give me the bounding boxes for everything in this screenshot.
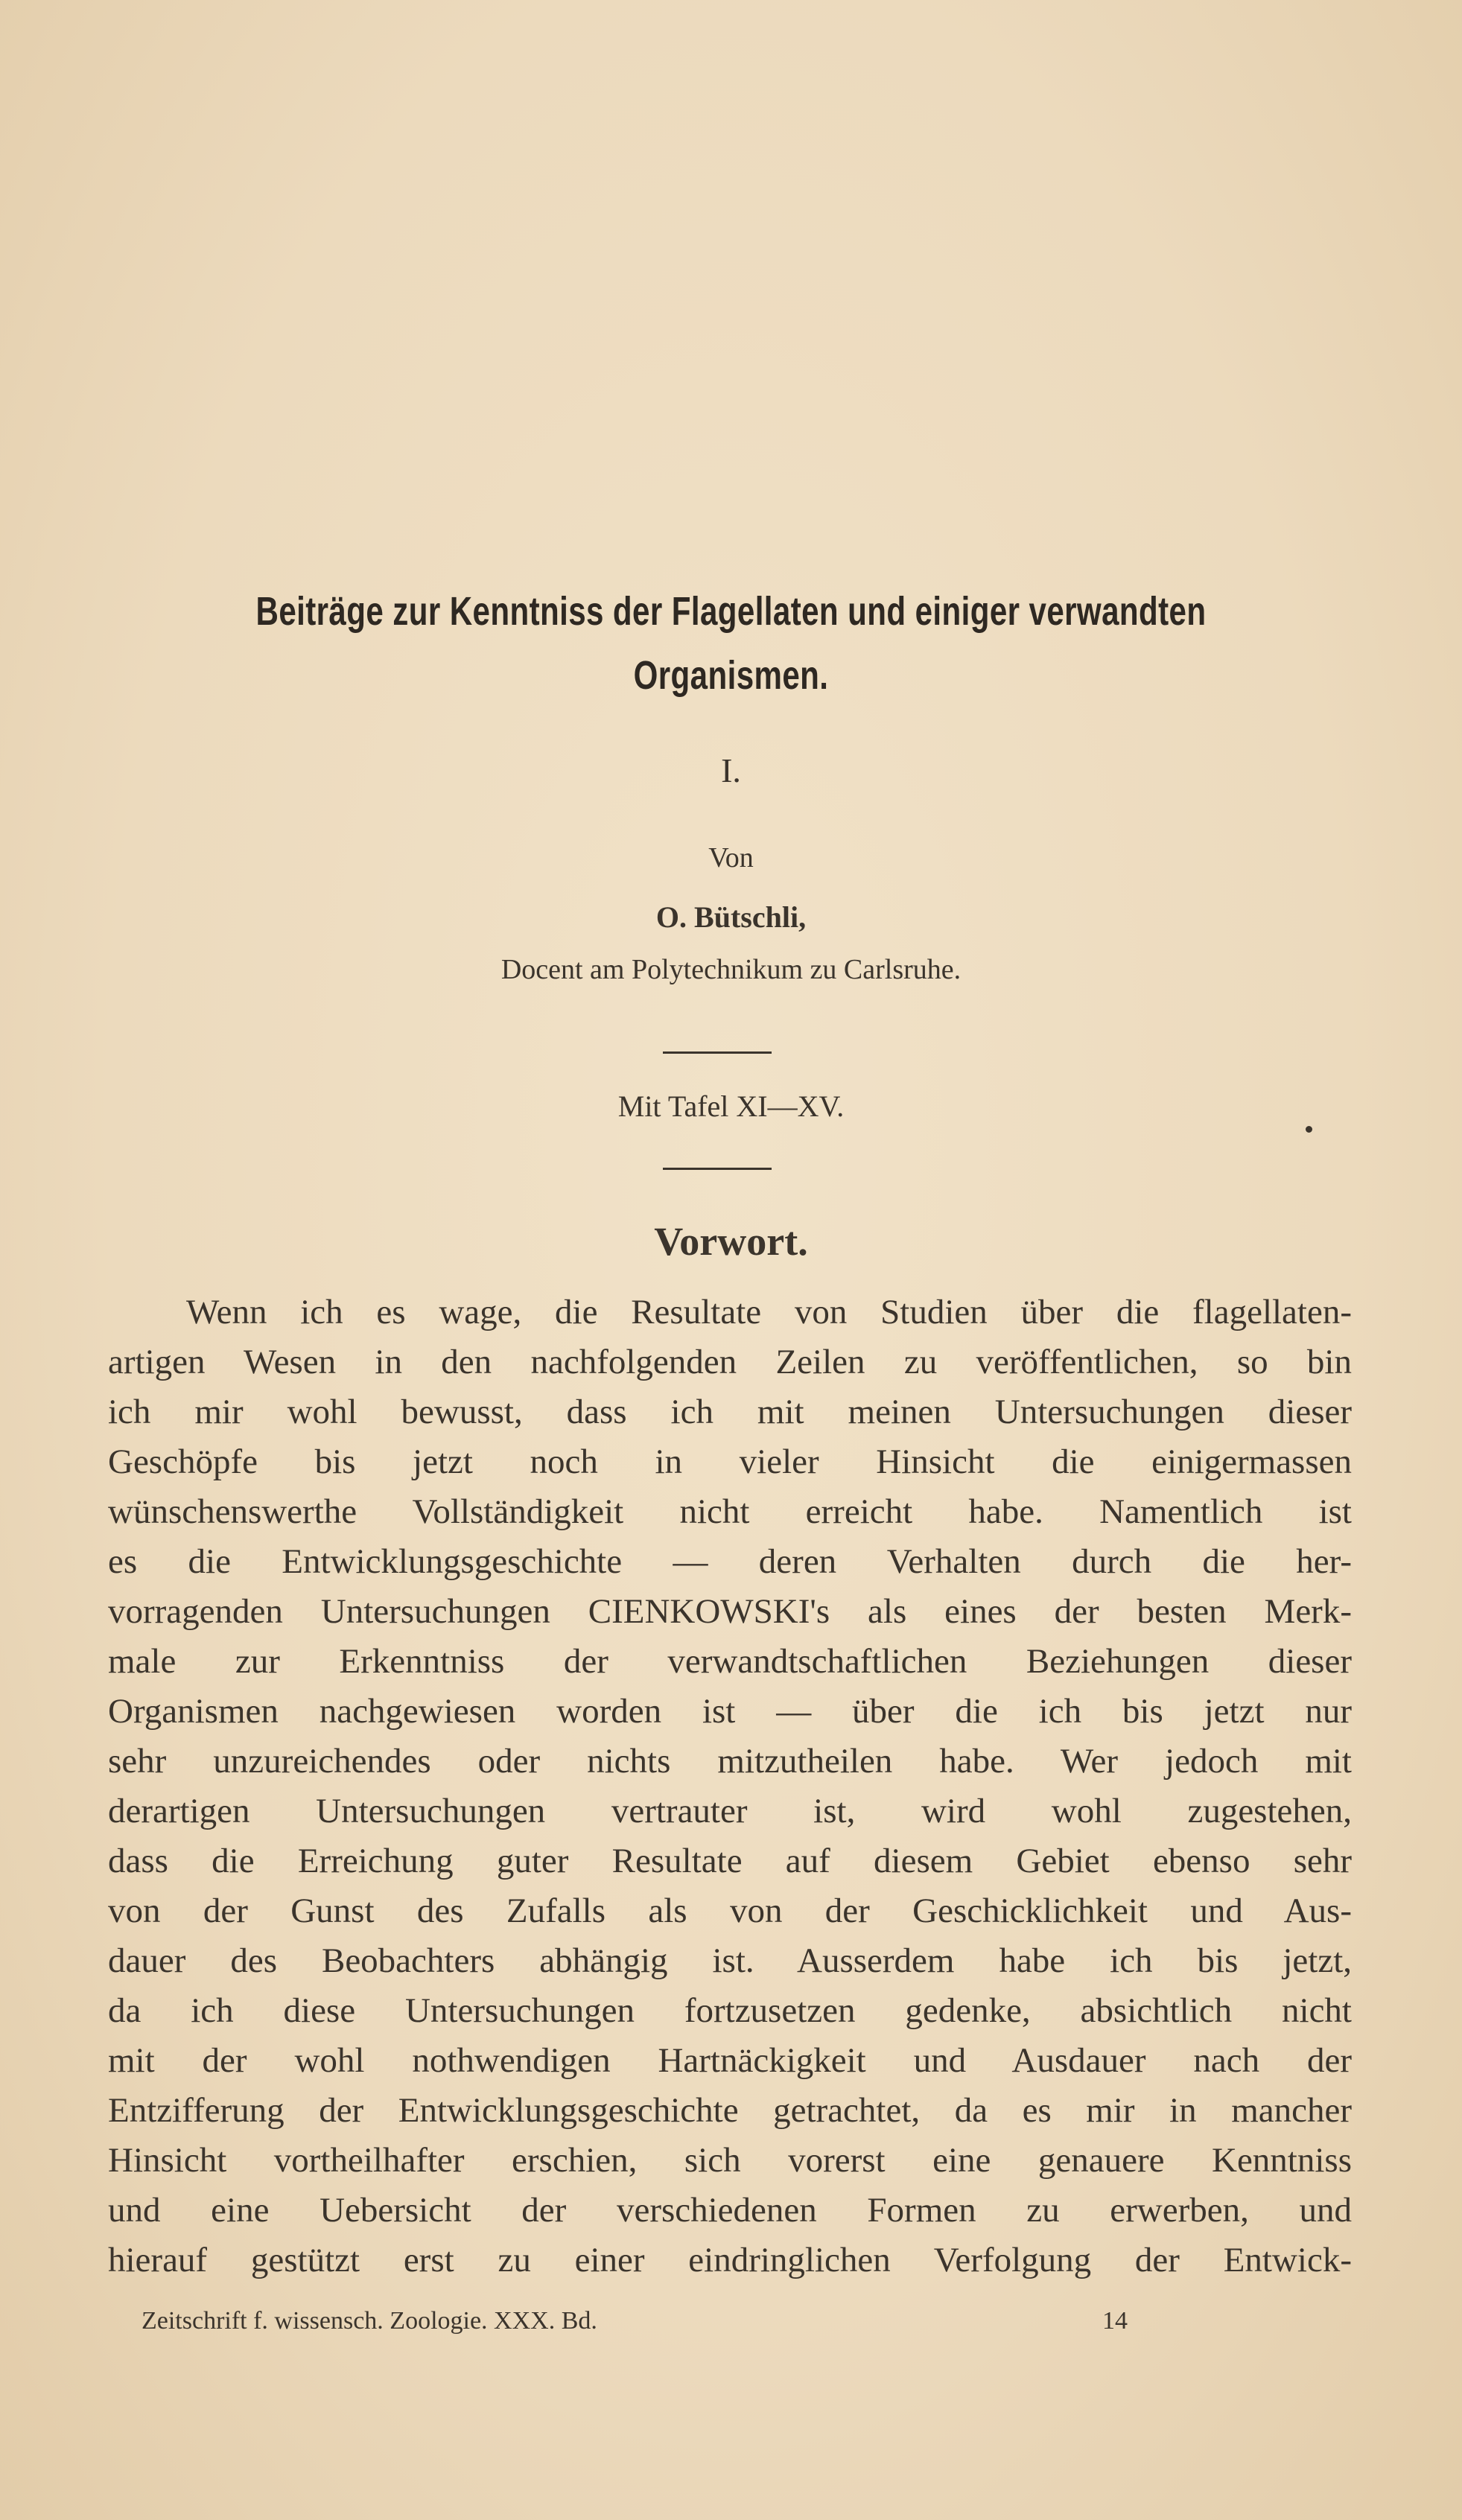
text-line: artigen Wesen in den nachfolgenden Zeilen zu veröffentlichen, so bin (108, 1343, 1352, 1381)
text-line: hierauf gestützt erst zu einer eindringlichen Verfolgung der Entwick- (108, 2241, 1352, 2279)
divider-top (663, 1051, 772, 1054)
article-title-line-2: Organismen. (633, 653, 829, 698)
ink-dot (1306, 1126, 1312, 1133)
text-line: ich mir wohl bewusst, dass ich mit meinen Untersuchungen dieser (108, 1393, 1352, 1431)
text-line: dass die Erreichung guter Resultate auf diesem Gebiet ebenso sehr (108, 1842, 1352, 1880)
text-line: von der Gunst des Zufalls als von der Geschicklichkeit und Aus- (108, 1891, 1352, 1930)
text-line: mit der wohl nothwendigen Hartnäckigkeit und Ausdauer nach der (108, 2041, 1352, 2080)
part-number: I. (721, 751, 741, 789)
text-line: Geschöpfe bis jetzt noch in vieler Hinsicht die einigermassen (108, 1442, 1352, 1481)
by-label: Von (708, 842, 754, 874)
plates-note: Mit Tafel XI—XV. (617, 1089, 845, 1123)
text-line: Hinsicht vortheilhafter erschien, sich vorerst eine genauere Kenntniss (108, 2141, 1352, 2180)
article-title-line-1: Beiträge zur Kenntniss der Flagellaten und einiger verwandten (255, 589, 1207, 634)
text-line: es die Entwicklungsgeschichte — deren Verhalten durch die her- (108, 1542, 1352, 1581)
text-line: wünschenswerthe Vollständigkeit nicht erreicht habe. Namentlich ist (108, 1492, 1352, 1531)
text-line: vorragenden Untersuchungen CIENKOWSKI's als eines der besten Merk- (108, 1592, 1352, 1631)
text-line: Entzifferung der Entwicklungsgeschichte getrachtet, da es mir in mancher (108, 2091, 1352, 2130)
divider-bottom (663, 1168, 772, 1170)
section-heading: Vorwort. (654, 1219, 808, 1264)
text-line: dauer des Beobachters abhängig ist. Ausserdem habe ich bis jetzt, (108, 1941, 1352, 1980)
text-line: male zur Erkenntniss der verwandtschaftlichen Beziehungen dieser (108, 1642, 1352, 1681)
footer-journal: Zeitschrift f. wissensch. Zoologie. XXX. Bd. (142, 2307, 597, 2335)
text-line: sehr unzureichendes oder nichts mitzutheilen habe. Wer jedoch mit (108, 1742, 1352, 1781)
text-line: Organismen nachgewiesen worden ist — über die ich bis jetzt nur (108, 1692, 1352, 1731)
text-line: da ich diese Untersuchungen fortzusetzen gedenke, absichtlich nicht (108, 1991, 1352, 2030)
text-line: derartigen Untersuchungen vertrauter ist, wird wohl zugestehen, (108, 1792, 1352, 1830)
author-name: O. Bütschli, (655, 900, 807, 934)
author-affiliation: Docent am Polytechnikum zu Carlsruhe. (500, 954, 962, 985)
text-line: Wenn ich es wage, die Resultate von Studien über die flagellaten- (186, 1293, 1352, 1331)
text-line: und eine Uebersicht der verschiedenen Formen zu erwerben, und (108, 2191, 1352, 2230)
footer-signature: 14 (1102, 2307, 1128, 2335)
